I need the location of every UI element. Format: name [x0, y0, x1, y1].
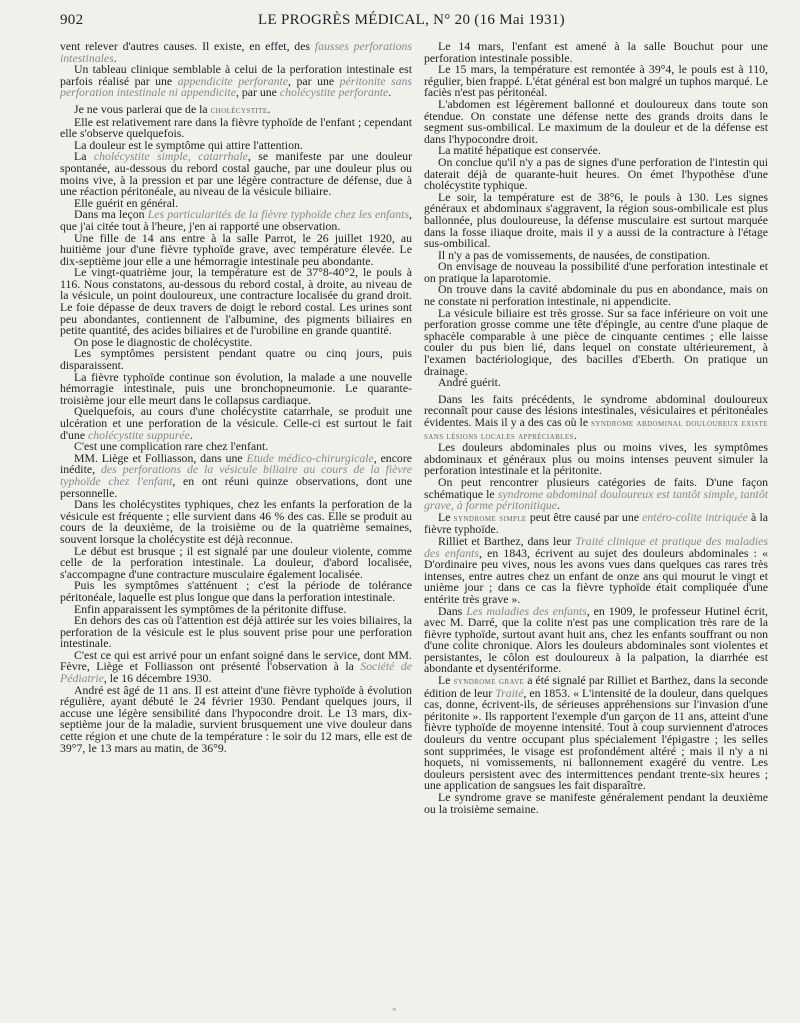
paragraph: Dans les faits précédents, le syndrome abdominal douloureux reconnaît pour cause des lésions intestinales, vésiculaires et péritonéales évidentes. Mais il y a des cas où le syndrome abdominal douloureux existe sans lésions locales appréciables.: [424, 391, 768, 442]
paragraph: Un tableau clinique semblable à celui de la perforation intestinale est parfois réalisé par une appendicite perforante, par une péritonite sans perforation intestinale ni appendicite, par une cholécystite perforante.: [60, 62, 412, 100]
paragraph: Dans Les maladies des enfants, en 1909, le professeur Hutinel écrit, avec M. Darré, que la colite n'est pas une complication très rare de la fièvre typhoïde, surtout avant huit ans, chez les enfants souffrant ou non d'une colite chronique. Alors les douleurs abdominales sont violentes et persistantes, le côlon est douloureux à la palpation, la diarrhée est abondante et dysentériforme.: [424, 603, 768, 676]
paragraph: Elle guérit en général.: [74, 195, 179, 210]
paragraph: vent relever d'autres causes. Il existe, en effet, des fausses perforations intestinales.: [60, 39, 412, 65]
paragraph: La matité hépatique est conservée.: [438, 143, 601, 158]
paragraph: Dans les cholécystites typhiques, chez les enfants la perforation de la vésicule est fréquente ; elle survient dans 46 % des cas. Elle se produit au cours de la deuxième, de la troisième ou de la quatrième semaines, souvent lorsque la cholécystite est déjà reconnue.: [60, 497, 412, 546]
paragraph: MM. Liège et Folliasson, dans une Etude médico-chirurgicale, encore inédite, des perforations de la vésicule biliaire au cours de la fièvre typhoïde chez l'enfant, en ont réuni quinze observations, dont une personnelle.: [60, 450, 412, 500]
paragraph: L'abdomen est légèrement ballonné et douloureux dans toute son étendue. On constate une défense nette des grands droits dans le segment sus-ombilical. Le maximum de la douleur et de la défense est dans l'hypocondre droit.: [424, 96, 768, 146]
paragraph: Le vingt-quatrième jour, la température est de 37°8-40°2, le pouls à 116. Nous constatons, au-dessous du rebord costal, à droite, au niveau de la vésicule, un point douloureux, une contracture localisée du grand droit. Le foie dépasse de deux travers de doigt le rebord costal. Les urines sont peu abondantes, contiennent de l'albumine, des pigments biliaires en petite quantité, des acides biliaires et de l'urobiline en grande quantité.: [60, 265, 412, 338]
paragraph: La douleur est le symptôme qui attire l'attention.: [74, 137, 303, 152]
journal-title: LE PROGRÈS MÉDICAL, N° 20 (16 Mai 1931): [258, 12, 565, 28]
paragraph: André guérit.: [438, 375, 501, 390]
paragraph: Elle est relativement rare dans la fièvre typhoïde de l'enfant ; cependant elle s'observe quelquefois.: [60, 114, 412, 141]
right-column: [424, 41, 768, 815]
paragraph: Le syndrome grave se manifeste généralement pendant la deuxième ou la troisième semaine.: [424, 790, 768, 816]
paragraph: Rilliet et Barthez, dans leur Traité clinique et pratique des maladies des enfants, en 1843, écrivent au sujet des douleurs abdominales : « D'ordinaire peu vives, nous les avons vues dans quelques cas rares très intenses, entre autres chez un enfant de onze ans qui mourut le vingt et unième jour ; dans ce cas la fièvre typhoïde était compliquée d'une entérite très grave ».: [424, 533, 768, 606]
page-number: 902: [60, 12, 84, 28]
paragraph: La vésicule biliaire est très grosse. Sur sa face inférieure on voit une perforation grosse comme une tête d'épingle, au centre d'une plaque de sphacèle comparable à une pièce de cinquante centimes ; elle laisse couler du pus bien lié, dans lequel on constate ultérieurement, à l'examen bactériologique, des bacilles d'Eberth. On pratique un drainage.: [424, 305, 768, 378]
paragraph: Quelquefois, au cours d'une cholécystite catarrhale, se produit une ulcération et une perforation de la vésicule. Celle-ci est surtout le fait d'une cholécystite suppurée.: [60, 404, 412, 442]
paragraph: Les symptômes persistent pendant quatre ou cinq jours, puis disparaissent.: [60, 346, 412, 373]
paragraph: La fièvre typhoïde continue son évolution, la malade a une nouvelle hémorragie intestinale, puis une bronchopneumonie. Le quarante-troisième jour elle meurt dans le collapsus cardiaque.: [60, 369, 412, 407]
paragraph: Enfin apparaissent les symptômes de la péritonite diffuse.: [74, 601, 347, 616]
paragraph: La cholécystite simple, catarrhale, se manifeste par une douleur spontanée, au-dessous du rebord costal gauche, par une douleur plus ou moins vive, à la pression et par une légère contracture de défense, due à une réaction péritonéale, au niveau de la vésicule biliaire.: [60, 149, 412, 199]
paragraph: On conclue qu'il n'y a pas de signes d'une perforation de l'intestin qui daterait déjà de quarante-huit heures. On émet l'hypothèse d'une cholécystite typhique.: [424, 154, 768, 193]
paragraph: Le 15 mars, la température est remontée à 39°4, le pouls est à 110, régulier, bien frappé. L'état général est bon malgré un tuphos marqué. Le faciès n'est pas péritonéal.: [424, 62, 768, 100]
paragraph: On pose le diagnostic de cholécystite.: [74, 334, 253, 349]
paragraph: Je ne vous parlerai que de la cholécystite.: [74, 101, 271, 116]
paragraph: Il n'y a pas de vomissements, de nausées, de constipation.: [438, 247, 711, 262]
paragraph: On peut rencontrer plusieurs catégories de faits. D'une façon schématique le syndrome abdominal douloureux est tantôt simple, tantôt grave, à forme péritonitique.: [424, 474, 769, 513]
paragraph: C'est ce qui est arrivé pour un enfant soigné dans le service, dont MM. Fèvre, Liège et Folliasson ont présenté l'observation à la Société de Pédiatrie, le 16 décembre 1930.: [60, 647, 412, 686]
paragraph: En dehors des cas où l'attention est déjà attirée sur les voies biliaires, la perforation de la vésicule est le plus souvent prise pour une perforation intestinale.: [60, 613, 412, 651]
paragraph: C'est une complication rare chez l'enfant.: [74, 439, 269, 454]
paragraph: Le début est brusque ; il est signalé par une douleur violente, comme celle de la perforation intestinale. La douleur, d'abord localisée, s'accompagne d'une contracture musculaire également localisée.: [60, 543, 412, 581]
paragraph: Dans ma leçon Les particularités de la fièvre typhoïde chez les enfants, que j'ai citée tout à l'heure, j'en ai rapporté une observation.: [60, 207, 412, 233]
paragraph: On trouve dans la cavité abdominale du pus en abondance, mais on ne constate ni perforation intestinale, ni appendicite.: [424, 282, 768, 309]
paragraph: Le soir, la température est de 38°6, le pouls à 130. Les signes généraux et abdominaux s'aggravent, la région sous-ombilicale est plus ballonnée, plus douloureuse, la défense musculaire est surtout marquée dans la fosse iliaque droite, mais il y a aussi de la contracture à l'étage sus-ombilical.: [424, 189, 768, 251]
paragraph: On envisage de nouveau la possibilité d'une perforation intestinale et on pratique la laparotomie.: [424, 259, 768, 285]
paragraph: Puis les symptômes s'atténuent ; c'est la période de tolérance péritonéale, laquelle est plus longue que dans la perforation intestinale.: [60, 578, 412, 604]
paragraph: Le 14 mars, l'enfant est amené à la salle Bouchut pour une perforation intestinale possible.: [424, 39, 768, 65]
left-column: [60, 41, 412, 754]
paragraph: Le syndrome grave a été signalé par Rilliet et Barthez, dans la seconde édition de leur Traité, en 1853. « L'intensité de la douleur, dans quelques cas, donne, écrivent-ils, de sérieuses appréhensions sur l'invasion d'une péritonite ». Ils rapportent l'exemple d'un garçon de 11 ans, atteint d'une fièvre typhoïde de moyenne intensité. Tout à coup surviennent d'atroces douleurs du ventre occupant plus spécialement l'épigastre ; les selles sont supprimées, le visage est profondément altéré ; mais il n'y a ni hoquets, ni vomissements, ni ballonnement exagéré du ventre. Les douleurs persistent avec des intermittences pendant trente-six heures ; une application de sangsues les fait disparaître.: [424, 673, 768, 793]
paragraph: André est âgé de 11 ans. Il est atteint d'une fièvre typhoïde à évolution régulière, ayant débuté le 24 février 1930. Pendant quelques jours, il accuse une légère sensibilité dans l'hypocondre droit. Le 13 mars, dix-septième jour de la maladie, survient brusquement une vive douleur dans cette région et une chute de la température : le soir du 12 mars, elle est de 39°7, le 13 mars au matin, de 36°9.: [60, 682, 412, 755]
paragraph: Une fille de 14 ans entre à la salle Parrot, le 26 juillet 1920, au huitième jour d'une fièvre typhoïde grave, avec température élevée. Le dix-septième jour elle a une hémorragie intestinale peu abondante.: [60, 230, 412, 268]
paragraph: Les douleurs abdominales plus ou moins vives, les symptômes abdominaux et généraux plus ou moins intenses peuvent simuler la perforation intestinale et la péritonite.: [424, 440, 768, 478]
bottom-ornament: *: [392, 1006, 397, 1016]
paragraph: Le syndrome simple peut être causé par une entéro-colite intriquée à la fièvre typhoïde.: [424, 509, 768, 537]
